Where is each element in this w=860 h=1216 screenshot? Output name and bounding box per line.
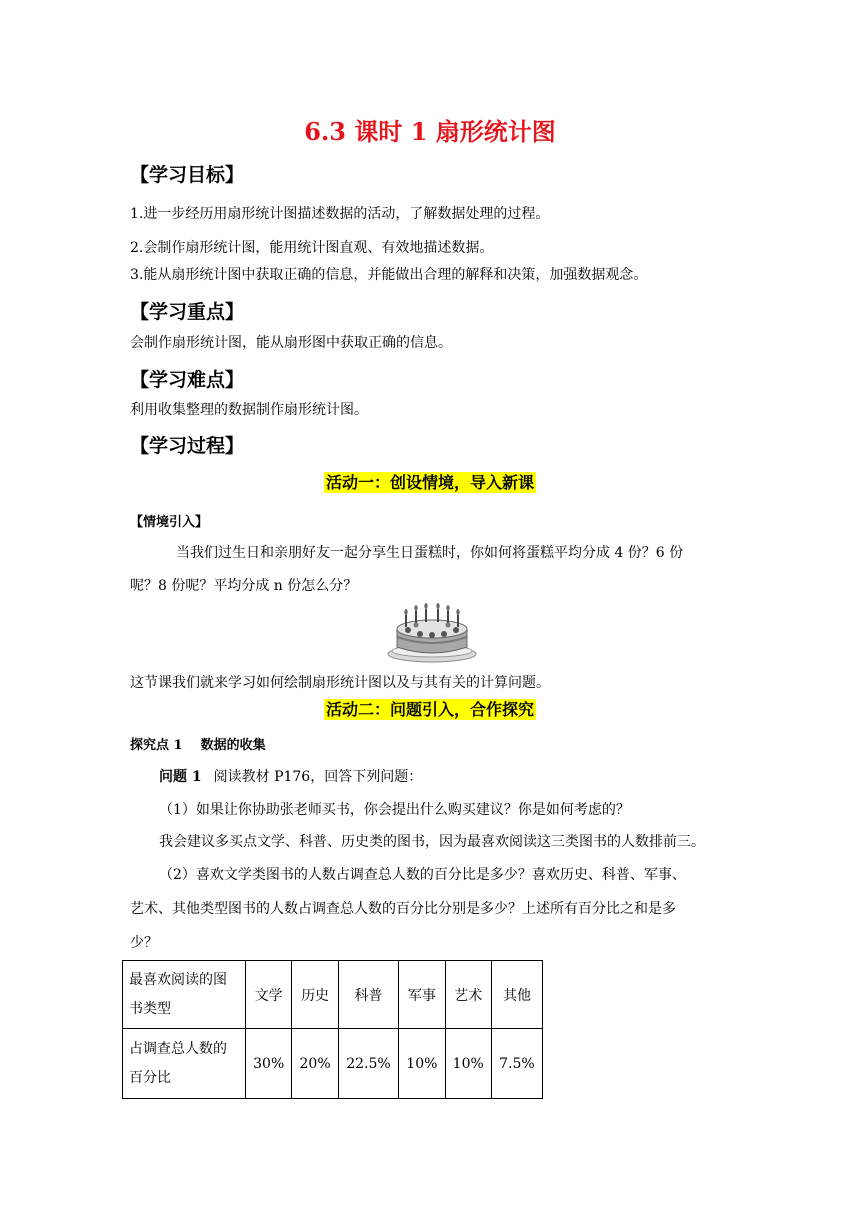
table-category-cell: 历史 <box>292 961 338 1029</box>
percentage-table <box>122 960 543 1099</box>
question-1-label: 问题 1 <box>159 769 202 785</box>
activity-one-heading: 活动一：创设情境，导入新课 <box>325 473 534 492</box>
situation-label: 【情境引入】 <box>130 515 209 530</box>
table-value-cell: 22.5% <box>338 1029 398 1099</box>
question-1-answer-1: 我会建议多买点文学、科普、历史类的图书，因为最喜欢阅读这三类图书的人数排前三。 <box>159 834 705 850</box>
table-category-cell: 其他 <box>491 961 542 1029</box>
question-1-text: 阅读教材 P176，回答下列问题： <box>213 769 423 785</box>
objective-3: 3.能从扇形统计图中获取正确的信息，并能做出合理的解释和决策，加强数据观念。 <box>130 267 648 283</box>
table-header-row <box>123 961 543 1029</box>
situation-line-1: 当我们过生日和亲朋好友一起分享生日蛋糕时，你如何将蛋糕平均分成 4 份？6 份 <box>176 545 684 561</box>
table-value-cell: 7.5% <box>491 1029 542 1099</box>
question-1-part-1: （1）如果让你协助张老师买书，你会提出什么购买建议？你是如何考虑的？ <box>159 802 630 818</box>
intro-line: 这节课我们就来学习如何绘制扇形统计图以及与其有关的计算问题。 <box>130 675 550 691</box>
key-points-text: 会制作扇形统计图，能从扇形图中获取正确的信息。 <box>130 335 452 351</box>
section-difficulties: 【学习难点】 <box>130 369 245 391</box>
table-value-cell: 10% <box>445 1029 491 1099</box>
section-process: 【学习过程】 <box>130 435 245 457</box>
birthday-cake-image <box>386 603 478 663</box>
table-value-cell: 10% <box>399 1029 445 1099</box>
explore-point-heading: 探究点 1 数据的收集 <box>130 738 266 753</box>
table-row-first-cell: 占调查总人数的 百分比 <box>123 1029 246 1099</box>
table-category-cell: 艺术 <box>445 961 491 1029</box>
table-header-first-cell: 最喜欢阅读的图 书类型 <box>123 961 246 1029</box>
table-row <box>123 1029 543 1099</box>
difficulties-text: 利用收集整理的数据制作扇形统计图。 <box>130 402 368 418</box>
table-category-cell: 文学 <box>246 961 292 1029</box>
question-1-part-2-line-3: 少？ <box>130 935 158 951</box>
page-title: 6.3 课时 1 扇形统计图 <box>304 117 556 146</box>
objective-1: 1.进一步经历用扇形统计图描述数据的活动，了解数据处理的过程。 <box>130 206 550 222</box>
objective-2: 2.会制作扇形统计图，能用统计图直观、有效地描述数据。 <box>130 240 494 256</box>
question-1-part-2-line-1: （2）喜欢文学类图书的人数占调查总人数的百分比是多少？喜欢历史、科普、军事、 <box>159 867 686 883</box>
situation-line-2: 呢？8 份呢？平均分成 n 份怎么分？ <box>130 578 358 594</box>
table-category-cell: 科普 <box>338 961 398 1029</box>
table-value-cell: 30% <box>246 1029 292 1099</box>
activity-two-heading: 活动二：问题引入，合作探究 <box>325 700 534 719</box>
table-category-cell: 军事 <box>399 961 445 1029</box>
table-value-cell: 20% <box>292 1029 338 1099</box>
question-1-part-2-line-2: 艺术、其他类型图书的人数占调查总人数的百分比分别是多少？上述所有百分比之和是多 <box>130 901 676 917</box>
section-objectives: 【学习目标】 <box>130 164 245 186</box>
section-key-points: 【学习重点】 <box>130 301 245 323</box>
